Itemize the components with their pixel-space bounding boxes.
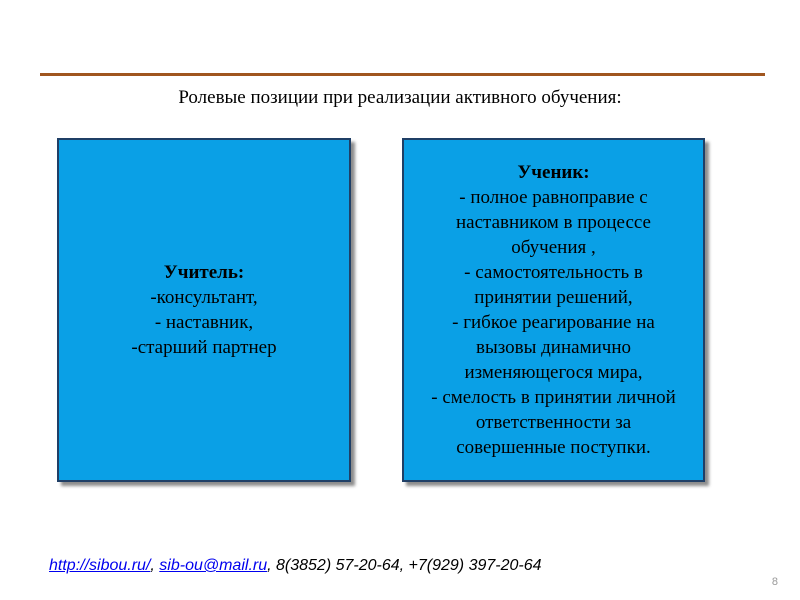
site-link[interactable]: http://sibou.ru/ [49, 557, 151, 574]
student-heading: Ученик: [517, 162, 590, 183]
student-line: обучения , [511, 237, 596, 258]
teacher-line: -старший партнер [131, 337, 277, 358]
footer-separator: , [150, 557, 160, 574]
student-line: изменяющегося мира, [464, 362, 643, 383]
teacher-line: - наставник, [154, 312, 254, 333]
email-link[interactable]: sib-ou@mail.ru [159, 557, 268, 574]
slide-title: Ролевые позиции при реализации активного обучения: [178, 87, 622, 108]
student-line: совершенные поступки. [456, 437, 651, 458]
student-line: принятии решений, [474, 287, 633, 308]
student-box [402, 138, 705, 482]
top-divider [40, 73, 765, 76]
student-line: - самостоятельность в [464, 262, 643, 283]
student-line: - полное равноправие с [459, 187, 648, 208]
student-line: вызовы динамично [476, 337, 631, 358]
footer-contacts [49, 557, 542, 575]
teacher-box [57, 138, 351, 482]
student-line: наставником в процессе [456, 212, 651, 233]
teacher-line: -консультант, [150, 287, 258, 308]
student-line: - гибкое реагирование на [452, 312, 655, 333]
student-line: - смелость в принятии личной [431, 387, 676, 408]
page-number: 8 [771, 576, 778, 588]
teacher-heading: Учитель: [163, 262, 245, 283]
footer-phones: , 8(3852) 57-20-64, +7(929) 397-20-64 [267, 557, 542, 574]
student-line: ответственности за [475, 412, 632, 433]
